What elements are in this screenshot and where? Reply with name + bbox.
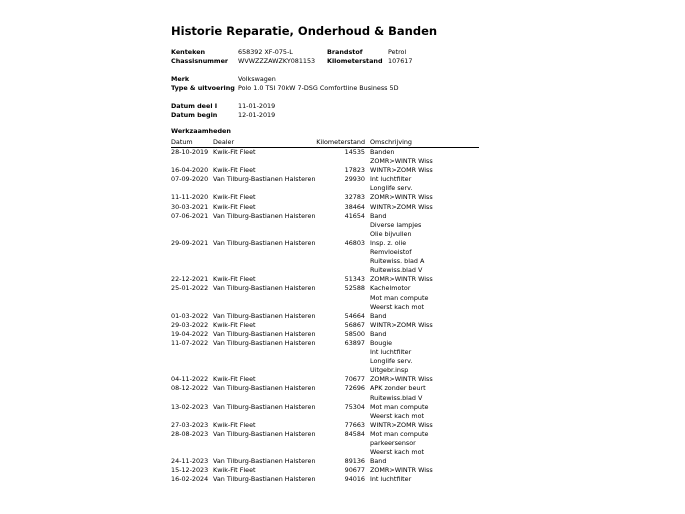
table-row (171, 403, 479, 412)
cell-omschrijving: Band (370, 457, 387, 466)
cell-kilometerstand: 89136 (344, 457, 365, 466)
table-row (171, 257, 479, 266)
cell-dealer: Kwik-Fit Fleet (213, 466, 256, 475)
cell-dealer: Van Tilburg-Bastianen Halsteren (213, 475, 316, 484)
cell-dealer: Van Tilburg-Bastianen Halsteren (213, 402, 316, 411)
type-label: Type & uitvoering (171, 84, 235, 92)
table-row (171, 303, 479, 312)
cell-datum: 04-11-2022 (171, 375, 209, 384)
cell-kilometerstand: 72696 (344, 384, 365, 393)
cell-omschrijving: Banden (370, 148, 395, 156)
kilometerstand-value: 107617 (388, 57, 413, 65)
cell-omschrijving: Longlife serv. (370, 184, 413, 193)
cell-kilometerstand: 63897 (344, 338, 365, 347)
cell-omschrijving: Olie bijvullen (370, 229, 412, 238)
cell-omschrijving: Int luchtfilter (370, 475, 412, 484)
cell-omschrijving: WINTR>ZOMR Wiss (370, 166, 433, 175)
cell-omschrijving: Insp. z. olie (370, 238, 407, 247)
cell-datum: 28-08-2023 (171, 429, 209, 438)
merk-value: Volkswagen (238, 75, 276, 83)
table-row (171, 193, 479, 202)
cell-datum: 19-04-2022 (171, 329, 209, 338)
cell-dealer: Kwik-Fit Fleet (213, 275, 256, 284)
cell-kilometerstand: 56867 (344, 320, 365, 329)
cell-dealer: Van Tilburg-Bastianen Halsteren (213, 238, 316, 247)
header-dealer: Dealer (213, 138, 235, 146)
cell-datum: 27-03-2023 (171, 420, 209, 429)
cell-datum: 15-12-2023 (171, 466, 209, 475)
cell-datum: 28-10-2019 (171, 148, 209, 156)
cell-datum: 22-12-2021 (171, 275, 209, 284)
table-row (171, 330, 479, 339)
table-row (171, 175, 479, 184)
cell-kilometerstand: 32783 (344, 193, 365, 202)
cell-dealer: Van Tilburg-Bastianen Halsteren (213, 284, 316, 293)
table-row (171, 475, 479, 484)
table-row (171, 421, 479, 430)
cell-omschrijving: Mot man compute (370, 293, 429, 302)
cell-datum: 07-09-2020 (171, 175, 209, 184)
cell-kilometerstand: 90677 (344, 466, 365, 475)
cell-datum: 29-03-2022 (171, 320, 209, 329)
cell-omschrijving: Weerst kach mot (370, 411, 425, 420)
table-row (171, 321, 479, 330)
cell-omschrijving: Mot man compute (370, 429, 429, 438)
cell-kilometerstand: 46803 (344, 238, 365, 247)
cell-omschrijving: Band (370, 311, 387, 320)
cell-dealer: Van Tilburg-Bastianen Halsteren (213, 329, 316, 338)
cell-datum: 08-12-2022 (171, 384, 209, 393)
cell-datum: 11-11-2020 (171, 193, 209, 202)
cell-omschrijving: WINTR>ZOMR Wiss (370, 420, 433, 429)
cell-dealer: Van Tilburg-Bastianen Halsteren (213, 384, 316, 393)
cell-omschrijving: Ruitewiss. blad A (370, 257, 425, 266)
cell-datum: 24-11-2023 (171, 457, 209, 466)
table-row (171, 448, 479, 457)
table-row (171, 394, 479, 403)
chassis-value: WVWZZZAWZKY081153 (238, 57, 316, 65)
kenteken-label: Kenteken (171, 48, 206, 56)
brandstof-value: Petrol (388, 48, 407, 56)
datum-begin-value: 12-01-2019 (238, 111, 276, 119)
cell-dealer: Kwik-Fit Fleet (213, 193, 256, 202)
cell-dealer: Kwik-Fit Fleet (213, 375, 256, 384)
table-row (171, 221, 479, 230)
cell-kilometerstand: 29930 (344, 175, 365, 184)
cell-omschrijving: ZOMR>WINTR Wiss (370, 275, 433, 284)
table-row (171, 284, 479, 293)
cell-omschrijving: Ruitewiss.blad V (370, 266, 423, 275)
table-row (171, 203, 479, 212)
datum-deel1-label: Datum deel I (171, 102, 218, 110)
cell-omschrijving: Int luchtfilter (370, 348, 412, 357)
cell-dealer: Kwik-Fit Fleet (213, 320, 256, 329)
cell-omschrijving: ZOMR>WINTR Wiss (370, 466, 433, 475)
table-row (171, 239, 479, 248)
cell-dealer: Kwik-Fit Fleet (213, 166, 256, 175)
table-row (171, 275, 479, 284)
table-row (171, 266, 479, 275)
cell-omschrijving: Weerst kach mot (370, 448, 425, 457)
cell-kilometerstand: 54664 (344, 311, 365, 320)
cell-omschrijving: ZOMR>WINTR Wiss (370, 193, 433, 202)
table-row (171, 294, 479, 303)
page-title: Historie Reparatie, Onderhoud & Banden (171, 24, 438, 38)
cell-omschrijving: APK zonder beurt (370, 384, 426, 393)
cell-kilometerstand: 70677 (344, 375, 365, 384)
table-row (171, 357, 479, 366)
cell-omschrijving: Uitgebr.insp (370, 366, 409, 375)
cell-dealer: Van Tilburg-Bastianen Halsteren (213, 338, 316, 347)
cell-omschrijving: Bougie (370, 338, 393, 347)
cell-kilometerstand: 84584 (344, 429, 365, 438)
cell-omschrijving: Kachelmotor (370, 284, 411, 293)
cell-datum: 07-06-2021 (171, 211, 209, 220)
cell-omschrijving: Longlife serv. (370, 357, 413, 366)
table-row (171, 148, 479, 157)
cell-omschrijving: parkeersensor (370, 439, 416, 447)
cell-omschrijving: WINTR>ZOMR Wiss (370, 320, 433, 329)
table-row (171, 212, 479, 221)
table-row (171, 412, 479, 421)
cell-kilometerstand: 17823 (344, 166, 365, 175)
table-row (171, 184, 479, 193)
cell-omschrijving: ZOMR>WINTR Wiss (370, 375, 433, 384)
header-omschrijving: Omschrijving (370, 138, 412, 146)
cell-datum: 13-02-2023 (171, 402, 209, 411)
type-value: Polo 1.0 TSI 70kW 7-DSG Comfortline Business 5D (238, 84, 399, 92)
table-row (171, 430, 479, 439)
cell-dealer: Van Tilburg-Bastianen Halsteren (213, 429, 316, 438)
chassis-label: Chassisnummer (171, 57, 229, 65)
werkzaamheden-table (171, 148, 479, 484)
table-row (171, 466, 479, 475)
table-header (171, 138, 479, 148)
cell-kilometerstand: 58500 (344, 329, 365, 338)
cell-dealer: Van Tilburg-Bastianen Halsteren (213, 211, 316, 220)
table-row (171, 439, 479, 448)
cell-omschrijving: ZOMR>WINTR Wiss (370, 157, 433, 166)
cell-omschrijving: Band (370, 329, 387, 338)
table-row (171, 230, 479, 239)
cell-datum: 01-03-2022 (171, 311, 209, 320)
cell-omschrijving: Mot man compute (370, 402, 429, 411)
cell-kilometerstand: 14535 (344, 148, 365, 156)
table-row (171, 339, 479, 348)
cell-omschrijving: Remvloeistof (370, 248, 412, 257)
cell-kilometerstand: 38464 (344, 202, 365, 211)
table-row (171, 375, 479, 384)
cell-omschrijving: Ruitewiss.blad V (370, 393, 423, 402)
table-row (171, 248, 479, 257)
table-row (171, 366, 479, 375)
cell-dealer: Kwik-Fit Fleet (213, 420, 256, 429)
cell-datum: 25-01-2022 (171, 284, 209, 293)
cell-omschrijving: WINTR>ZOMR Wiss (370, 202, 433, 211)
cell-omschrijving: Diverse lampjes (370, 220, 422, 229)
cell-kilometerstand: 52588 (344, 284, 365, 293)
cell-dealer: Van Tilburg-Bastianen Halsteren (213, 175, 316, 184)
cell-omschrijving: Int luchtfilter (370, 175, 412, 184)
table-row (171, 157, 479, 166)
kenteken-value: 658392 XF-075-L (238, 48, 293, 56)
cell-dealer: Kwik-Fit Fleet (213, 202, 256, 211)
cell-kilometerstand: 77663 (344, 420, 365, 429)
cell-datum: 16-02-2024 (171, 475, 209, 484)
merk-label: Merk (171, 75, 190, 83)
cell-datum: 16-04-2020 (171, 166, 209, 175)
header-kilometerstand: Kilometerstand (316, 138, 365, 146)
table-row (171, 312, 479, 321)
cell-datum: 30-03-2021 (171, 202, 209, 211)
werkzaamheden-heading: Werkzaamheden (171, 127, 231, 135)
cell-omschrijving: Band (370, 211, 387, 220)
cell-kilometerstand: 51343 (344, 275, 365, 284)
table-row (171, 348, 479, 357)
cell-dealer: Kwik-Fit Fleet (213, 148, 256, 156)
cell-kilometerstand: 94016 (344, 475, 365, 484)
table-row (171, 384, 479, 393)
cell-omschrijving: Weerst kach mot (370, 302, 425, 311)
cell-datum: 29-09-2021 (171, 238, 209, 247)
datum-deel1-value: 11-01-2019 (238, 102, 276, 110)
datum-begin-label: Datum begin (171, 111, 218, 119)
cell-dealer: Van Tilburg-Bastianen Halsteren (213, 457, 316, 466)
table-row (171, 457, 479, 466)
header-datum: Datum (171, 138, 193, 146)
cell-dealer: Van Tilburg-Bastianen Halsteren (213, 311, 316, 320)
cell-kilometerstand: 75304 (344, 402, 365, 411)
cell-datum: 11-07-2022 (171, 338, 209, 347)
brandstof-label: Brandstof (327, 48, 363, 56)
cell-kilometerstand: 41654 (344, 211, 365, 220)
kilometerstand-label: Kilometerstand (327, 57, 383, 65)
table-row (171, 166, 479, 175)
